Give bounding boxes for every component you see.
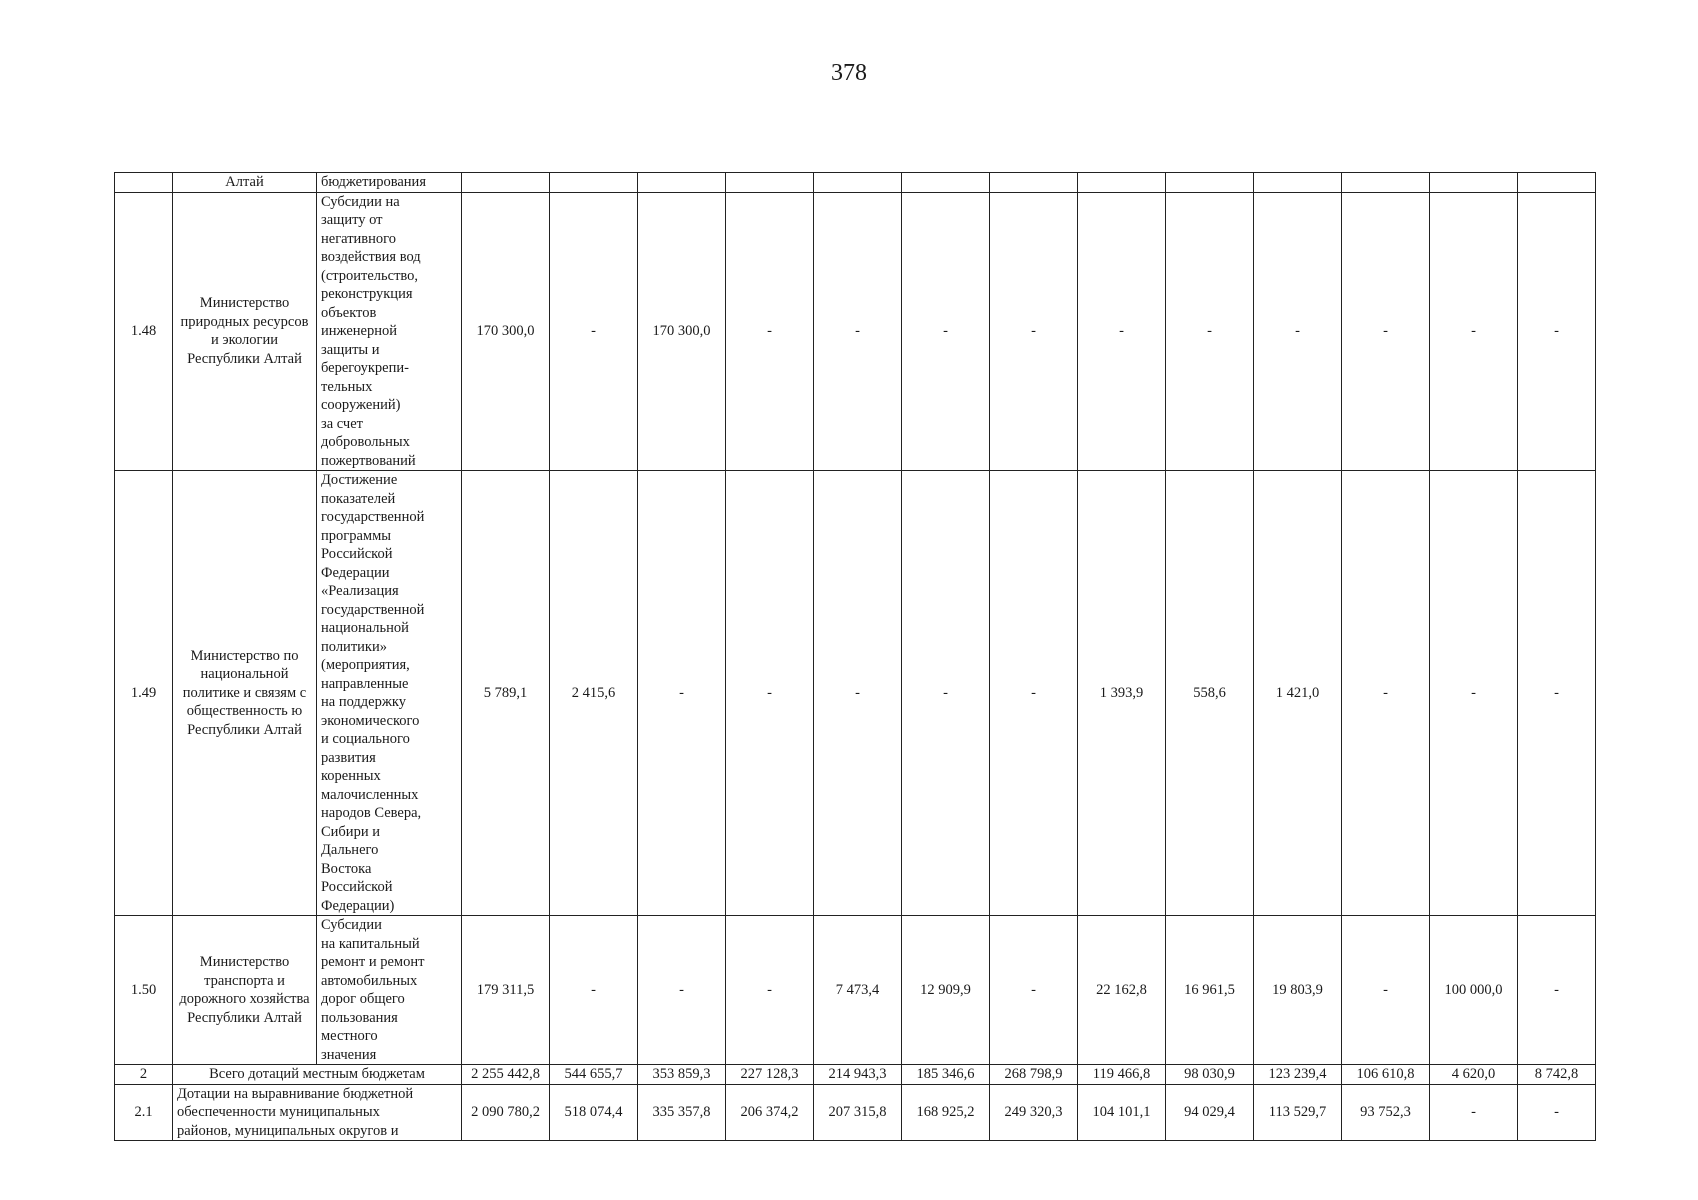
- cell-line: экономического: [321, 712, 420, 729]
- cell-line: (строительство,: [321, 267, 419, 284]
- row-number-cell: 2.1: [115, 1084, 173, 1141]
- value-cell: 168 925,2: [902, 1084, 990, 1141]
- table-row: [115, 916, 1596, 1065]
- cell-line: воздействия вод: [321, 249, 421, 265]
- value-cell: [990, 173, 1078, 193]
- cell-line: объектов: [321, 304, 377, 321]
- value-cell: [1078, 173, 1166, 193]
- value-cell: 353 859,3: [638, 1065, 726, 1085]
- organization-cell: Министерство по национальной политике и связям с общественность ю Республики Алтай: [173, 471, 317, 916]
- value-cell: 100 000,0: [1430, 916, 1518, 1065]
- purpose-cell: [317, 471, 462, 916]
- value-cell: 98 030,9: [1166, 1065, 1254, 1085]
- value-cell: -: [1430, 471, 1518, 916]
- value-cell: [726, 173, 814, 193]
- value-cell: [1518, 173, 1596, 193]
- cell-line: Востока: [321, 860, 372, 877]
- cell-line: автомобильных: [321, 972, 418, 989]
- value-cell: [1254, 173, 1342, 193]
- organization-cell: Министерство транспорта и дорожного хозяйства Республики Алтай: [173, 916, 317, 1065]
- cell-line: народов Севера,: [321, 805, 422, 821]
- value-cell: 206 374,2: [726, 1084, 814, 1141]
- purpose-cell: [317, 916, 462, 1065]
- value-cell: 94 029,4: [1166, 1084, 1254, 1141]
- value-cell: -: [902, 192, 990, 471]
- purpose-cell: [317, 192, 462, 471]
- value-cell: -: [726, 916, 814, 1065]
- cell-line: пользования: [321, 1009, 398, 1026]
- value-cell: 93 752,3: [1342, 1084, 1430, 1141]
- value-cell: 1 393,9: [1078, 471, 1166, 916]
- value-cell: 2 415,6: [550, 471, 638, 916]
- cell-line: Всего дотаций местным бюджетам: [209, 1066, 425, 1082]
- value-cell: -: [814, 192, 902, 471]
- value-cell: 2 255 442,8: [462, 1065, 550, 1085]
- cell-line: (мероприятия,: [321, 657, 410, 673]
- value-cell: -: [550, 192, 638, 471]
- table-row: [115, 1065, 1596, 1085]
- cell-line: Федерации: [321, 564, 390, 581]
- cell-line: коренных: [321, 768, 381, 784]
- value-cell: 214 943,3: [814, 1065, 902, 1085]
- value-cell: 185 346,6: [902, 1065, 990, 1085]
- cell-line: ремонт и ремонт: [321, 954, 425, 970]
- organization-cell: Алтай: [173, 173, 317, 193]
- cell-line: Сибири и: [321, 823, 380, 840]
- value-cell: -: [1342, 916, 1430, 1065]
- cell-line: негативного: [321, 230, 396, 247]
- value-cell: [550, 173, 638, 193]
- cell-line: на капитальный: [321, 935, 420, 952]
- value-cell: -: [1518, 1084, 1596, 1141]
- cell-line: государственной: [321, 601, 425, 618]
- cell-line: малочисленных: [321, 786, 419, 803]
- value-cell: 16 961,5: [1166, 916, 1254, 1065]
- value-cell: 4 620,0: [1430, 1065, 1518, 1085]
- row-number-cell: 1.49: [115, 471, 173, 916]
- row-number-cell: 2: [115, 1065, 173, 1085]
- value-cell: [1166, 173, 1254, 193]
- cell-line: обеспеченности муниципальных: [177, 1104, 380, 1120]
- value-cell: 558,6: [1166, 471, 1254, 916]
- row-number-cell: 1.48: [115, 192, 173, 471]
- cell-line: местного: [321, 1028, 378, 1044]
- row-number-cell: 1.50: [115, 916, 173, 1065]
- value-cell: -: [1078, 192, 1166, 471]
- value-cell: -: [726, 192, 814, 471]
- description-cell: [173, 1084, 462, 1141]
- value-cell: 518 074,4: [550, 1084, 638, 1141]
- value-cell: 249 320,3: [990, 1084, 1078, 1141]
- cell-line: сооружений): [321, 397, 401, 413]
- value-cell: 170 300,0: [638, 192, 726, 471]
- cell-line: Субсидии на: [321, 193, 400, 210]
- description-cell: [173, 1065, 462, 1085]
- value-cell: -: [1518, 192, 1596, 471]
- cell-line: Российской: [321, 879, 393, 895]
- value-cell: 123 239,4: [1254, 1065, 1342, 1085]
- value-cell: 113 529,7: [1254, 1084, 1342, 1141]
- value-cell: 12 909,9: [902, 916, 990, 1065]
- value-cell: 335 357,8: [638, 1084, 726, 1141]
- purpose-cell: [317, 173, 462, 193]
- value-cell: -: [1430, 192, 1518, 471]
- cell-line: районов, муниципальных округов и: [177, 1122, 399, 1139]
- table-row: [115, 173, 1596, 193]
- value-cell: 268 798,9: [990, 1065, 1078, 1085]
- organization-cell: Министерство природных ресурсов и экологии Республики Алтай: [173, 192, 317, 471]
- value-cell: 22 162,8: [1078, 916, 1166, 1065]
- value-cell: -: [550, 916, 638, 1065]
- cell-line: защиту от: [321, 212, 383, 228]
- cell-line: «Реализация: [321, 583, 399, 599]
- value-cell: -: [1342, 192, 1430, 471]
- value-cell: -: [990, 192, 1078, 471]
- value-cell: 106 610,8: [1342, 1065, 1430, 1085]
- page-number: 378: [831, 60, 867, 86]
- cell-line: государственной: [321, 509, 425, 525]
- cell-line: развития: [321, 749, 376, 766]
- cell-line: Субсидии: [321, 917, 382, 933]
- value-cell: -: [1430, 1084, 1518, 1141]
- value-cell: [1342, 173, 1430, 193]
- table-body: [115, 173, 1596, 1141]
- value-cell: -: [990, 471, 1078, 916]
- value-cell: -: [726, 471, 814, 916]
- cell-line: реконструкция: [321, 286, 413, 302]
- value-cell: [638, 173, 726, 193]
- cell-line: пожертвований: [321, 452, 416, 469]
- cell-line: Дальнего: [321, 842, 379, 858]
- value-cell: 544 655,7: [550, 1065, 638, 1085]
- cell-line: Дотации на выравнивание бюджетной: [177, 1085, 414, 1102]
- cell-line: и социального: [321, 731, 410, 747]
- value-cell: 104 101,1: [1078, 1084, 1166, 1141]
- value-cell: 8 742,8: [1518, 1065, 1596, 1085]
- value-cell: [462, 173, 550, 193]
- value-cell: 170 300,0: [462, 192, 550, 471]
- cell-line: программы: [321, 527, 391, 544]
- cell-line: добровольных: [321, 434, 410, 450]
- cell-line: направленные: [321, 675, 409, 692]
- cell-line: Российской: [321, 546, 393, 562]
- value-cell: [1430, 173, 1518, 193]
- budget-table: [114, 172, 1596, 1141]
- cell-line: за счет: [321, 415, 363, 432]
- value-cell: 207 315,8: [814, 1084, 902, 1141]
- value-cell: -: [814, 471, 902, 916]
- cell-line: берегоукрепи-: [321, 360, 409, 376]
- value-cell: -: [902, 471, 990, 916]
- value-cell: 7 473,4: [814, 916, 902, 1065]
- cell-line: Достижение: [321, 472, 398, 488]
- value-cell: 2 090 780,2: [462, 1084, 550, 1141]
- cell-line: политики»: [321, 638, 387, 655]
- value-cell: 227 128,3: [726, 1065, 814, 1085]
- value-cell: -: [1518, 471, 1596, 916]
- value-cell: -: [1166, 192, 1254, 471]
- cell-line: Федерации): [321, 897, 395, 914]
- row-number-cell: [115, 173, 173, 193]
- value-cell: -: [990, 916, 1078, 1065]
- value-cell: -: [1254, 192, 1342, 471]
- value-cell: -: [1342, 471, 1430, 916]
- value-cell: 19 803,9: [1254, 916, 1342, 1065]
- table-row: [115, 192, 1596, 471]
- value-cell: 5 789,1: [462, 471, 550, 916]
- value-cell: 119 466,8: [1078, 1065, 1166, 1085]
- cell-line: бюджетирования: [321, 174, 426, 190]
- value-cell: 1 421,0: [1254, 471, 1342, 916]
- cell-line: показателей: [321, 490, 396, 507]
- cell-line: защиты и: [321, 341, 380, 358]
- cell-line: тельных: [321, 378, 373, 395]
- cell-line: значения: [321, 1046, 377, 1063]
- value-cell: -: [1518, 916, 1596, 1065]
- value-cell: 179 311,5: [462, 916, 550, 1065]
- table-row: [115, 1084, 1596, 1141]
- value-cell: -: [638, 471, 726, 916]
- cell-line: на поддержку: [321, 694, 406, 710]
- cell-line: национальной: [321, 620, 409, 636]
- cell-line: дорог общего: [321, 991, 405, 1007]
- value-cell: -: [638, 916, 726, 1065]
- value-cell: [902, 173, 990, 193]
- value-cell: [814, 173, 902, 193]
- cell-line: инженерной: [321, 323, 397, 339]
- table-row: [115, 471, 1596, 916]
